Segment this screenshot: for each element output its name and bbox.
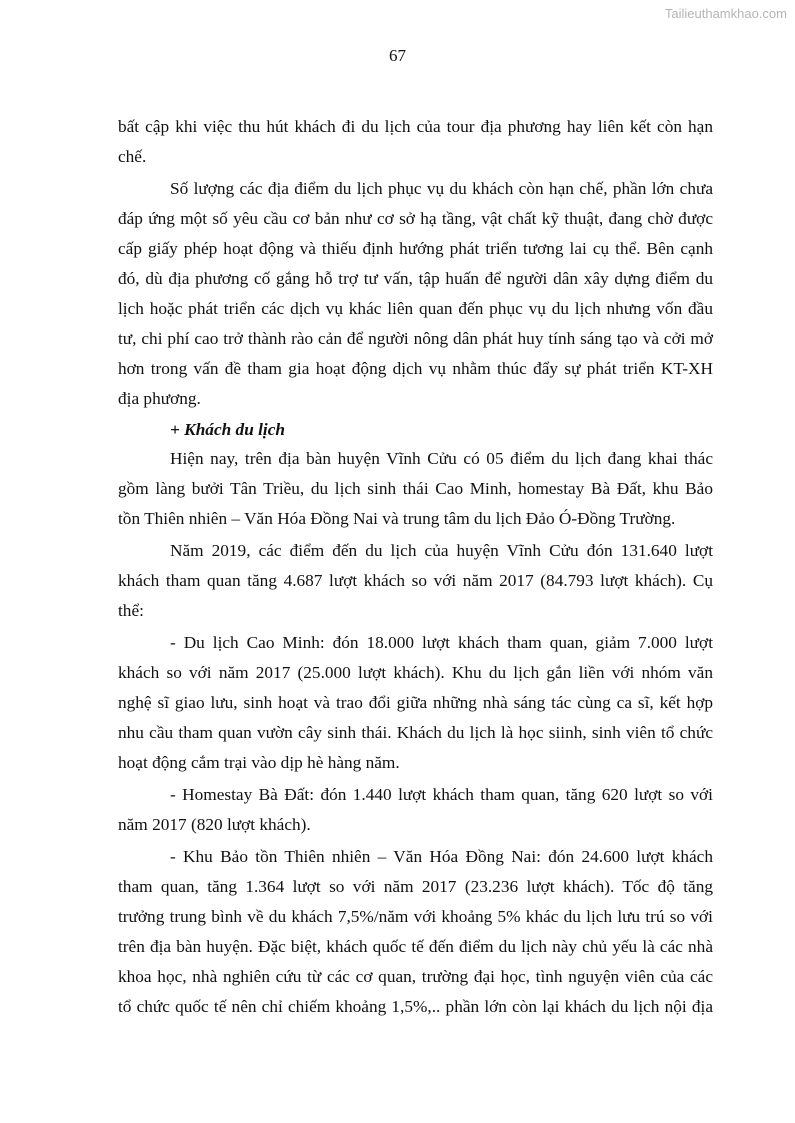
text-line: năm 2017 (820 lượt khách). xyxy=(118,815,311,834)
text-line: nghệ sĩ giao lưu, sinh hoạt và trao đổi giữa những nhà sáng tác cùng ca sĩ, kết hợp xyxy=(118,693,713,712)
text-line: đó, dù địa phương cố gắng hỗ trợ tư vấn, tập huấn để người dân xây dựng điểm du xyxy=(118,269,713,288)
text-line: tồn Thiên nhiên – Văn Hóa Đồng Nai và trung tâm du lịch Đảo Ó-Đồng Trường. xyxy=(118,509,676,528)
text-line: gồm làng bưởi Tân Triều, du lịch sinh thái Cao Minh, homestay Bà Đất, khu Bảo xyxy=(118,479,713,498)
section-intro xyxy=(118,112,713,416)
section-tourists xyxy=(118,444,713,1024)
text-line: Số lượng các địa điểm du lịch phục vụ du khách còn hạn chế, phần lớn chưa xyxy=(170,179,713,198)
text-line: lịch hoặc phát triển các dịch vụ khác liên quan đến phục vụ du lịch nhưng vốn đầu xyxy=(118,299,713,318)
text-line: bất cập khi việc thu hút khách đi du lịch của tour địa phương hay liên kết còn hạn xyxy=(118,117,713,136)
text-line: địa phương. xyxy=(118,389,201,408)
text-line: - Du lịch Cao Minh: đón 18.000 lượt khách tham quan, giảm 7.000 lượt xyxy=(170,633,713,652)
text-line: tổ chức quốc tế nên chỉ chiếm khoảng 1,5%,.. phần lớn còn lại khách du lịch nội địa xyxy=(118,997,713,1016)
text-line: tư, chi phí cao trở thành rào cản để người nông dân phát huy tính sáng tạo và cởi mở xyxy=(118,329,713,348)
text-line: cấp giấy phép hoạt động và thiếu định hướng phát triển tương lai cụ thể. Bên cạnh xyxy=(118,239,713,258)
watermark: Tailieuthamkhao.com xyxy=(664,6,787,21)
text-line: thể: xyxy=(118,601,144,620)
text-line: - Khu Bảo tồn Thiên nhiên – Văn Hóa Đồng Nai: đón 24.600 lượt khách xyxy=(170,847,713,866)
text-line: đáp ứng một số yêu cầu cơ bản như cơ sở hạ tầng, vật chất kỹ thuật, đang chờ được xyxy=(118,209,713,228)
paragraph xyxy=(118,444,713,534)
text-line: khách so với năm 2017 (25.000 lượt khách). Khu du lịch gắn liền với nhóm văn xyxy=(118,663,713,682)
text-line: Hiện nay, trên địa bàn huyện Vĩnh Cửu có 05 điểm du lịch đang khai thác xyxy=(170,449,713,468)
text-line: khoa học, nhà nghiên cứu từ các cơ quan, trường đại học, tình nguyện viên của các xyxy=(118,967,713,986)
page-number: 67 xyxy=(389,46,406,65)
paragraph xyxy=(118,628,713,778)
text-line: hoạt động cắm trại vào dịp hè hàng năm. xyxy=(118,753,400,772)
paragraph xyxy=(118,536,713,626)
paragraph xyxy=(118,780,713,840)
paragraph xyxy=(118,842,713,1022)
text-line: trên địa bàn huyện. Đặc biệt, khách quốc tế đến điểm du lịch này chủ yếu là các nhà xyxy=(118,937,713,956)
text-line: trưởng trung bình về du khách 7,5%/năm với khoảng 5% khác du lịch lưu trú so với xyxy=(118,907,713,926)
text-line: khách tham quan tăng 4.687 lượt khách so với năm 2017 (84.793 lượt khách). Cụ xyxy=(118,571,713,590)
paragraph xyxy=(118,174,713,414)
text-line: hơn trong vấn đề tham gia hoạt động dịch vụ nhằm thúc đẩy sự phát triển KT-XH xyxy=(118,359,713,378)
text-line: nhu cầu tham quan vườn cây sinh thái. Khách du lịch là học siinh, sinh viên tổ chức xyxy=(118,723,713,742)
text-line: Năm 2019, các điểm đến du lịch của huyện Vĩnh Cửu đón 131.640 lượt xyxy=(170,541,713,560)
text-line: tham quan, tăng 1.364 lượt so với năm 2017 (23.236 lượt khách). Tốc độ tăng xyxy=(118,877,713,896)
text-line: chế. xyxy=(118,147,147,166)
paragraph xyxy=(118,112,713,172)
document-body xyxy=(118,112,713,1024)
text-line: - Homestay Bà Đất: đón 1.440 lượt khách tham quan, tăng 620 lượt so với xyxy=(170,785,713,804)
section-heading: + Khách du lịch xyxy=(170,420,286,439)
